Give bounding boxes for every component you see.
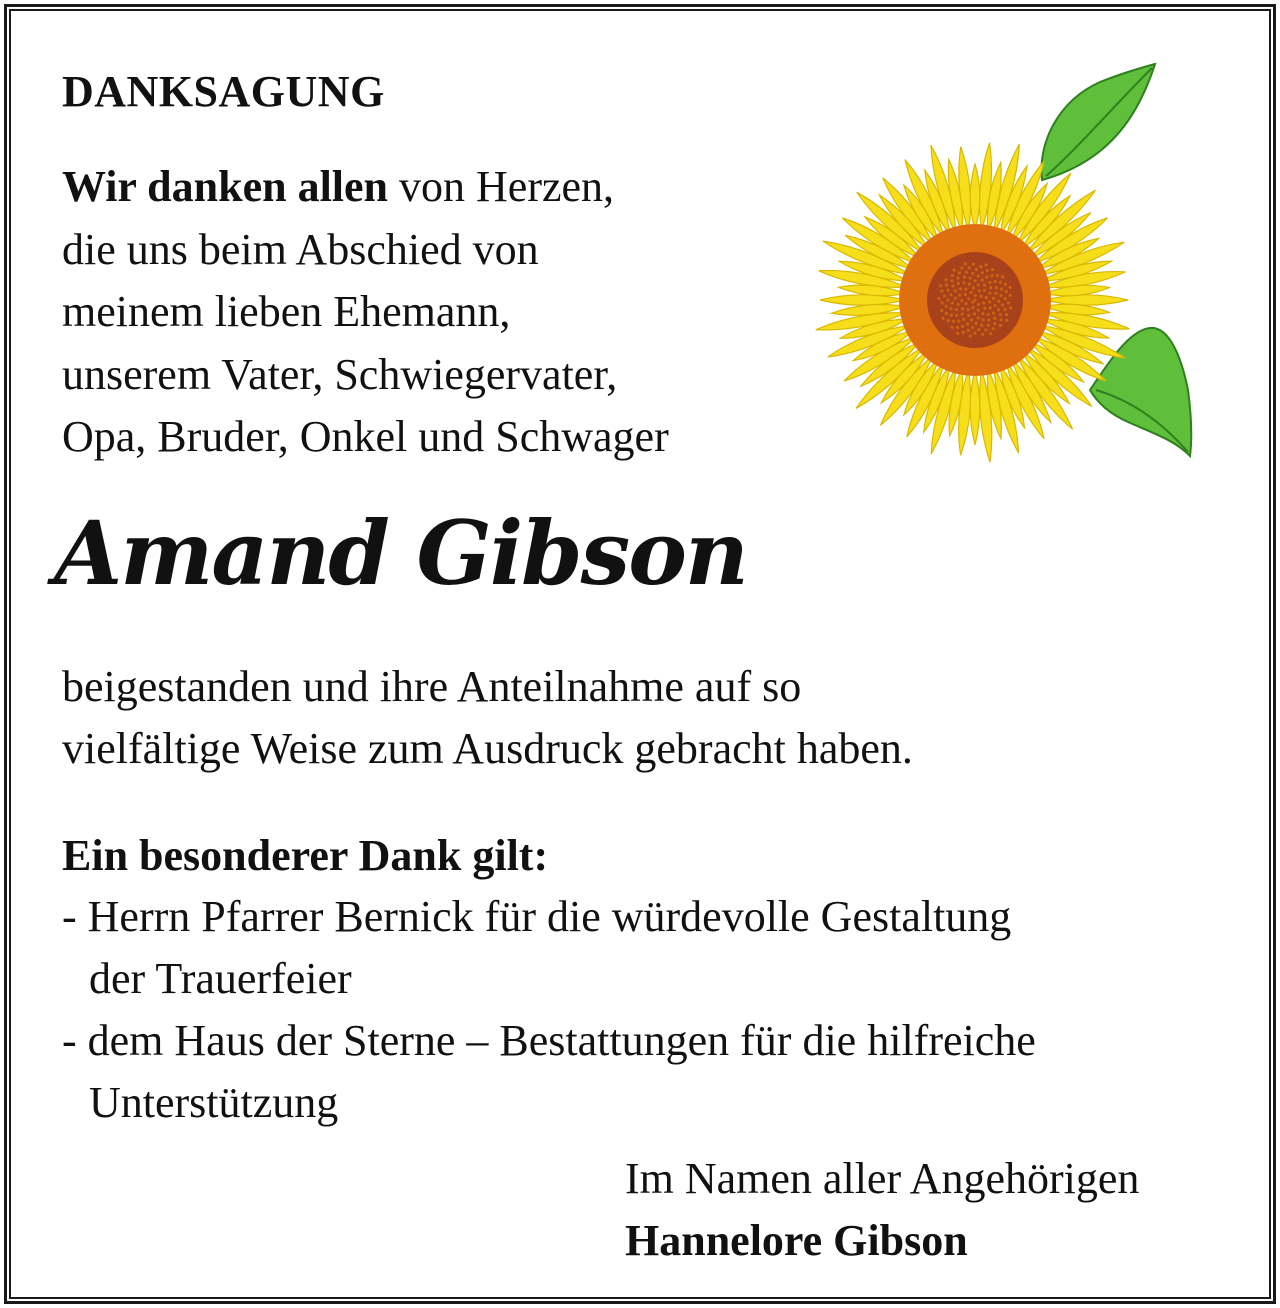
sunflower-seed: [937, 297, 940, 300]
sunflower-seed: [999, 324, 1002, 327]
special-thanks-list: [62, 886, 1036, 1134]
sunflower-seed: [957, 319, 960, 322]
sunflower-seed: [993, 317, 996, 320]
sunflower-seed: [984, 263, 987, 266]
sunflower-seed: [949, 293, 952, 296]
sunflower-seed: [977, 274, 980, 277]
sunflower-seed: [973, 298, 976, 301]
sunflower-seed: [979, 265, 982, 268]
sunflower-seed: [977, 328, 980, 331]
sunflower-seed: [967, 329, 970, 332]
sunflower-seed: [961, 307, 964, 310]
thanks-item-continuation: der Trauerfeier: [89, 954, 352, 1003]
sunflower-seed: [997, 299, 1000, 302]
sunflower-seed: [992, 327, 995, 330]
sunflower-seed: [965, 271, 968, 274]
sunflower-seed: [972, 286, 975, 289]
sunflower-seed: [979, 295, 982, 298]
sunflower-seed: [1009, 306, 1012, 309]
sunflower-seed: [945, 312, 948, 315]
sunflower-seed: [986, 269, 989, 272]
sunflower-seed: [999, 318, 1002, 321]
thanks-item: [62, 1010, 1036, 1134]
sunflower-seed: [971, 306, 974, 309]
sunflower-petal: [970, 164, 980, 230]
sunflower-seed: [987, 318, 990, 321]
sunflower-seed: [982, 301, 985, 304]
sunflower-seed: [955, 308, 958, 311]
sunflower-seed: [1000, 287, 1003, 290]
deceased-name: Amand Gibson: [54, 501, 747, 605]
sunflower-seed: [990, 274, 993, 277]
sunflower-seed: [958, 271, 961, 274]
sunflower-seed: [975, 268, 978, 271]
sunflower-seed: [971, 301, 974, 304]
sunflower-seed: [981, 333, 984, 336]
sunflower-seed: [964, 293, 967, 296]
sunflower-seed: [967, 314, 970, 317]
sunflower-seed: [1004, 283, 1007, 286]
sunflower-seed: [973, 332, 976, 335]
sunflower-seed: [952, 269, 955, 272]
sunflower-seed: [949, 307, 952, 310]
sunflower-seed: [955, 314, 958, 317]
sunflower-seed: [1001, 303, 1004, 306]
sunflower-seed: [1001, 275, 1004, 278]
sunflower-seed: [951, 274, 954, 277]
sunflower-seed: [958, 294, 961, 297]
intro-bold-phrase: Wir danken allen: [62, 162, 389, 211]
sunflower-seed: [997, 308, 1000, 311]
signer-name: Hannelore Gibson: [625, 1216, 968, 1265]
sunflower-seed: [978, 289, 981, 292]
sunflower-seed: [973, 312, 976, 315]
thanks-item-line: - Herrn Pfarrer Bernick für die würdevolle Gestaltung: [62, 892, 1012, 941]
sunflower-seed: [967, 297, 970, 300]
sunflower-seed: [945, 305, 948, 308]
thanks-item-continuation: Unterstützung: [89, 1078, 339, 1127]
sunflower-seed: [944, 278, 947, 281]
sunflower-seed: [956, 332, 959, 335]
sunflower-petal: [820, 295, 905, 305]
sunflower-seed: [971, 272, 974, 275]
sunflower-seed: [962, 318, 965, 321]
sunflower-seed: [954, 297, 957, 300]
sunflower-seed: [981, 278, 984, 281]
sunflower-seed: [952, 320, 955, 323]
intro-text: [62, 156, 669, 469]
sunflower-seed: [1003, 308, 1006, 311]
sunflower-seed: [950, 279, 953, 282]
sunflower-seed: [987, 324, 990, 327]
sunflower-seed: [957, 276, 960, 279]
sunflower-seed: [989, 332, 992, 335]
sunflower-seed: [939, 284, 942, 287]
sunflower-seed: [964, 262, 967, 265]
sunflower-seed: [992, 297, 995, 300]
sunflower-seed: [950, 326, 953, 329]
sunflower-seed: [957, 282, 960, 285]
sunflower-seed: [977, 283, 980, 286]
sunflower-seed: [989, 286, 992, 289]
intro-line-5: Opa, Bruder, Onkel und Schwager: [62, 412, 669, 461]
sunflower-seed: [999, 313, 1002, 316]
sunflower-seed: [951, 301, 954, 304]
signoff: [625, 1148, 1139, 1272]
sunflower-seed: [1005, 319, 1008, 322]
intro-line-1-rest: von Herzen,: [388, 162, 615, 211]
sunflower-seed: [956, 326, 959, 329]
sunflower-seed: [950, 313, 953, 316]
sunflower-seed: [961, 325, 964, 328]
sunflower-seed: [943, 294, 946, 297]
sunflower-seed: [1004, 297, 1007, 300]
sunflower-seed: [970, 318, 973, 321]
sunflower-seed: [974, 294, 977, 297]
sunflower-seed: [960, 299, 963, 302]
sunflower-seed: [995, 286, 998, 289]
sunflower-seed: [1005, 290, 1008, 293]
sunflower-seed: [973, 279, 976, 282]
sunflower-seed: [972, 263, 975, 266]
sunflower-seed: [964, 287, 967, 290]
body-line-1: beigestanden und ihre Anteilnahme auf so: [62, 662, 802, 711]
sunflower-seed: [994, 280, 997, 283]
sunflower-seed: [993, 322, 996, 325]
sunflower-seed: [974, 322, 977, 325]
signoff-line: Im Namen aller Angehörigen: [625, 1154, 1140, 1203]
sunflower-seed: [996, 274, 999, 277]
sunflower-seed: [968, 266, 971, 269]
intro-line-3: meinem lieben Ehemann,: [62, 287, 511, 336]
intro-line-4: unserem Vater, Schwiegervater,: [62, 349, 618, 399]
thanks-item-line: - dem Haus der Sterne – Bestattungen für die hilfreiche: [62, 1016, 1036, 1065]
sunflower-seed: [980, 324, 983, 327]
sunflower-petal: [1045, 295, 1128, 305]
sunflower-seed: [987, 313, 990, 316]
sunflower-seed: [946, 298, 949, 301]
sunflower-seed: [985, 276, 988, 279]
sunflower-seed: [968, 282, 971, 285]
sunflower-seed: [947, 289, 950, 292]
sunflower-seed: [940, 309, 943, 312]
sunflower-seed: [954, 289, 957, 292]
sunflower-seed: [962, 331, 965, 334]
sunflower-seed: [984, 328, 987, 331]
intro-line-1: [62, 156, 669, 219]
sunflower-seed: [951, 284, 954, 287]
sunflower-seed: [977, 316, 980, 319]
sunflower-seed: [988, 292, 991, 295]
sunflower-seed: [942, 317, 945, 320]
sunflower-seed: [991, 268, 994, 271]
sunflower-seed: [966, 322, 969, 325]
intro-line-2: die uns beim Abschied von: [62, 224, 539, 274]
sunflower-seed: [941, 301, 944, 304]
sunflower-seed: [988, 281, 991, 284]
sunflower-seed: [977, 309, 980, 312]
sunflower-seed: [999, 281, 1002, 284]
sunflower-seed: [967, 308, 970, 311]
sunflower-petal: [970, 370, 980, 445]
sunflower-seed: [969, 334, 972, 337]
special-thanks-heading: Ein besonderer Dank gilt:: [62, 831, 549, 880]
sunflower-seed: [982, 318, 985, 321]
sunflower-seed: [971, 326, 974, 329]
leaf-top-icon: [1042, 64, 1155, 180]
sunflower-seed: [965, 302, 968, 305]
body-text: [62, 656, 913, 780]
sunflower-seed: [983, 289, 986, 292]
sunflower-seed: [981, 271, 984, 274]
sunflower-seed: [999, 294, 1002, 297]
sunflower-seed: [956, 303, 959, 306]
sunflower-seed: [1005, 313, 1008, 316]
thanks-item: [62, 886, 1036, 1010]
sunflower-seed: [963, 276, 966, 279]
sunflower-seed: [961, 312, 964, 315]
sunflower-seed: [1009, 294, 1012, 297]
sunflower-seed: [1007, 301, 1010, 304]
sunflower-seed: [969, 277, 972, 280]
sunflower-seed: [977, 303, 980, 306]
sunflower-seed: [988, 300, 991, 303]
body-line-2: vielfältige Weise zum Ausdruck gebracht haben.: [62, 724, 913, 773]
sunflower-seed: [947, 319, 950, 322]
sunflower-seed: [945, 284, 948, 287]
sunflower-seed: [994, 292, 997, 295]
sunflower-seed: [989, 306, 992, 309]
sunflower-drawing: [810, 60, 1200, 470]
sunflower-seed: [983, 283, 986, 286]
sunflower-seed: [969, 291, 972, 294]
sunflower-seed: [992, 311, 995, 314]
sunflower-seed: [985, 296, 988, 299]
sunflower-icon: [810, 60, 1200, 470]
notice-heading: DANKSAGUNG: [62, 67, 385, 116]
sunflower-seed: [1008, 286, 1011, 289]
sunflower-seed: [981, 312, 984, 315]
sunflower-seed: [993, 304, 996, 307]
sunflower-seed: [962, 281, 965, 284]
sunflower-seed: [940, 290, 943, 293]
sunflower-seed: [959, 287, 962, 290]
sunflower-seed: [983, 307, 986, 310]
sunflower-seed: [960, 266, 963, 269]
